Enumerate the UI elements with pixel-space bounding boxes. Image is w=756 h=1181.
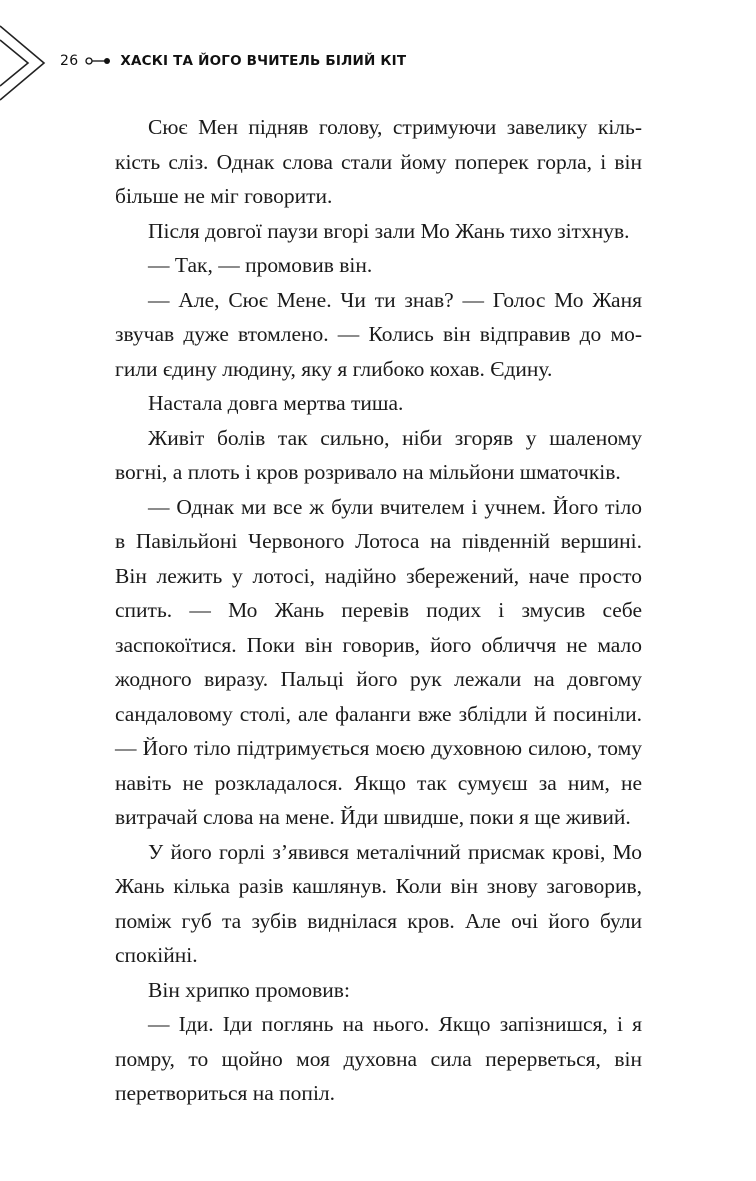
paragraph: Сює Мен підняв голову, стримуючи завелику кількість сліз. Однак слова стали йому поперек горла, і він більше не міг говорити. [115,115,642,208]
paragraph: Настала довга мертва тиша. [148,391,404,415]
page-number: 26 [60,53,79,69]
paragraph: Живіт болів так сильно, ніби згоряв у шаленому вогні, а плоть і кров розривало на мільйони шматочків. [115,425,642,484]
paragraph: У його горлі з’явився металічний присмак крові, Мо Жань кілька разів кашлянув. Коли він знову заговорив, поміж губ та зубів виднілася кров. Але очі його були спокійні. [115,839,642,967]
paragraph: — Так, — промовив він. [148,253,373,277]
paragraph: — Однак ми все ж були вчителем і учнем. Його тіло в Павільйоні Червоного Лотоса на південній вершині. Він лежить у лотосі, надійно збережений, наче просто спить. — Мо Жань перевів подих і змусив себе заспокоїтися. Поки він говорив, його обличчя не мало жодного виразу. Пальці його рук лежали на довгому сандаловому столі, але фаланги вже зблідли й посиніли. — Його тіло підтримується моєю духовною силою, тому навіть не розкладалося. Якщо так сумуєш за ним, не витрачай слова на мене. Йди швидше, поки я ще живий. [115,494,642,829]
book-title: ХАСКІ ТА ЙОГО ВЧИТЕЛЬ БІЛИЙ КІТ [120,53,407,69]
paragraph: Він хрипко промовив: [148,977,350,1002]
paragraph: — Але, Сює Мене. Чи ти знав? — Голос Мо Жаня звучав дуже втомлено. — Колись він відправив до могили єдину людину, яку я глибоко кохав. Єдину. [115,287,642,381]
corner-ornament-icon [0,18,60,108]
paragraph: Після довгої паузи вгорі зали Мо Жань тихо зітхнув. [148,218,630,243]
paragraph: — Іди. Іди поглянь на нього. Якщо запізнишся, і я помру, то щойно моя духовна сила перерветься, він перетвориться на попіл. [115,1012,642,1105]
key-ornament-icon [85,55,111,67]
running-header [60,50,406,72]
main-text [115,110,642,1111]
